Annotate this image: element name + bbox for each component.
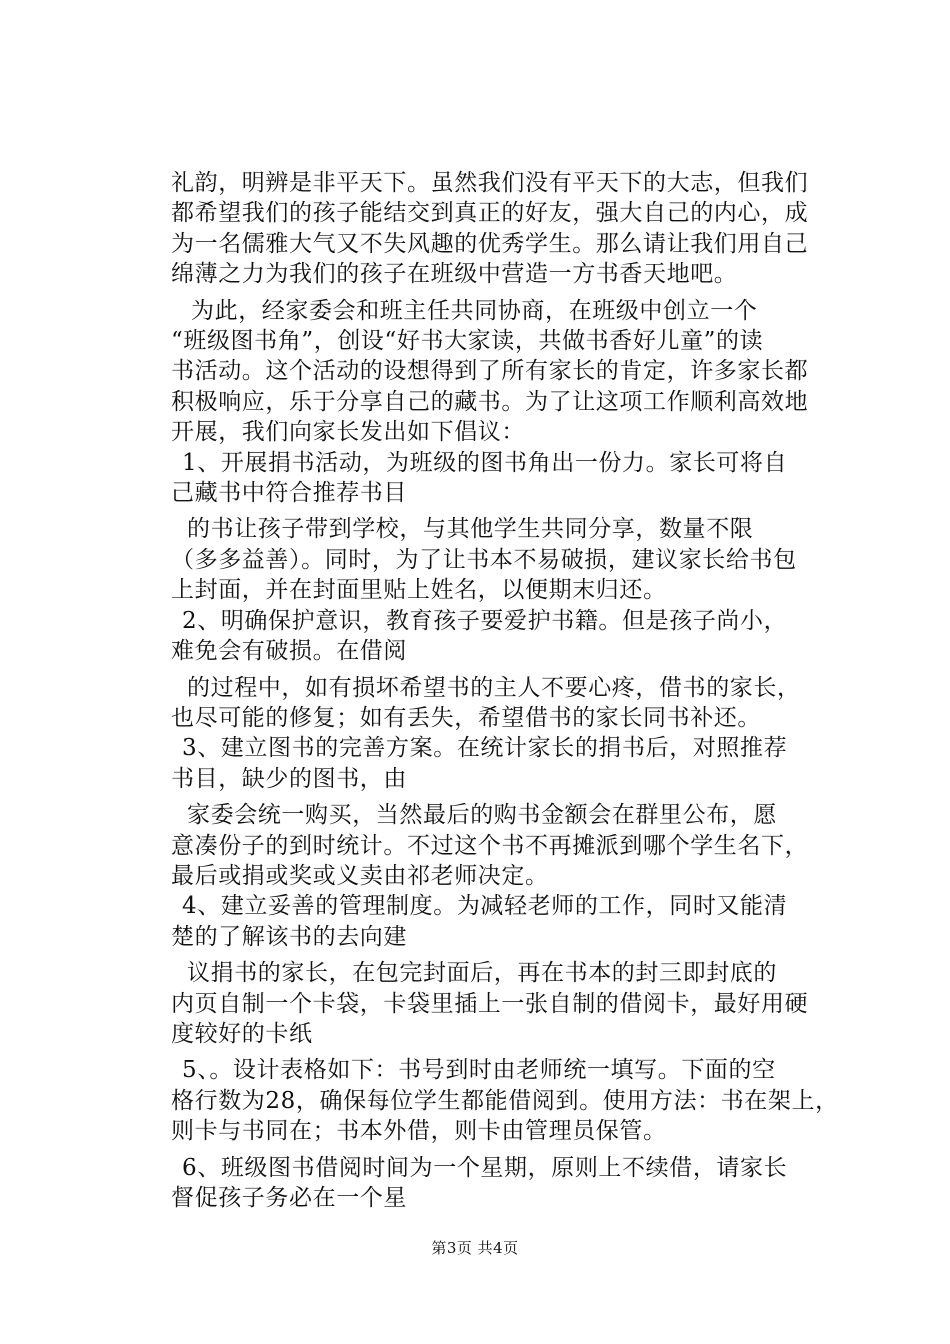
list-item-1-line: 1、开展捐书活动，为班级的图书角出一份力。家长可将自 <box>182 449 788 476</box>
text-line: “班级图书角”，创设“好书大家读，共做书香好儿童”的读 <box>171 328 764 355</box>
text-line: 开展，我们向家长发出如下倡议： <box>171 419 525 446</box>
text-line: 议捐书的家长，在包完封面后，再在书本的封三即封底的 <box>187 960 777 987</box>
text-line: 的书让孩子带到学校，与其他学生共同分享，数量不限 <box>187 516 754 543</box>
text-line: 意凑份子的到时统计。不过这个书不再摊派到哪个学生名下， <box>171 832 809 859</box>
text-line: 难免会有破损。在借阅 <box>171 638 407 665</box>
text-line: 也尽可能的修复；如有丢失，希望借书的家长同书补还。 <box>171 704 761 731</box>
document-body <box>171 168 839 1213</box>
text-line: 格行数为28，确保每位学生都能借阅到。使用方法：书在架上， <box>171 1087 839 1114</box>
list-item-3-line: 3、建立图书的完善方案。在统计家长的捐书后，对照推荐 <box>182 735 788 762</box>
text-line: 为一名儒雅大气又不失风趣的优秀学生。那么请让我们用自己 <box>171 230 809 257</box>
text-line: 积极响应，乐于分享自己的藏书。为了让这项工作顺利高效地 <box>171 388 809 415</box>
text-line: 都希望我们的孩子能结交到真正的好友，强大自己的内心，成 <box>171 200 809 227</box>
list-item-5-line: 5、。设计表格如下：书号到时由老师统一填写。下面的空 <box>182 1057 776 1084</box>
text-line: 则卡与书同在；书本外借，则卡由管理员保管。 <box>171 1118 667 1145</box>
text-line: 书活动。这个活动的设想得到了所有家长的肯定，许多家长都 <box>171 358 809 385</box>
text-line: 内页自制一个卡袋，卡袋里插上一张自制的借阅卡，最好用硬 <box>171 990 809 1017</box>
text-line: 度较好的卡纸 <box>171 1020 313 1047</box>
text-line: 最后或捐或奖或义卖由祁老师决定。 <box>171 862 549 889</box>
text-line: 家委会统一购买，当然最后的购书金额会在群里公布，愿 <box>187 802 777 829</box>
text-line: 楚的了解该书的去向建 <box>171 923 407 950</box>
list-item-2-line: 2、明确保护意识，教育孩子要爱护书籍。但是孩子尚小， <box>182 607 788 634</box>
text-line: 己藏书中符合推荐书目 <box>171 480 407 507</box>
list-item-4-line: 4、建立妥善的管理制度。为减轻老师的工作，同时又能清 <box>182 893 788 920</box>
text-line: （多多益善）。同时，为了让书本不易破损，建议家长给书包 <box>171 546 797 573</box>
list-item-6-line: 6、班级图书借阅时间为一个星期，原则上不续借，请家长 <box>182 1154 788 1181</box>
text-line: 督促孩子务必在一个星 <box>171 1185 407 1211</box>
text-line: 书目，缺少的图书，由 <box>171 765 407 792</box>
text-line: 的过程中，如有损坏希望书的主人不要心疼，借书的家长， <box>187 674 801 701</box>
text-line: 上封面，并在封面里贴上姓名，以便期末归还。 <box>171 577 667 604</box>
paragraph-start-line: 为此，经家委会和班主任共同协商，在班级中创立一个 <box>191 297 758 324</box>
text-line: 绵薄之力为我们的孩子在班级中营造一方书香天地吧。 <box>171 261 738 288</box>
page-footer: 第3页 共4页 <box>431 1239 519 1257</box>
text-line: 礼韵，明辨是非平天下。虽然我们没有平天下的大志，但我们 <box>171 170 809 196</box>
